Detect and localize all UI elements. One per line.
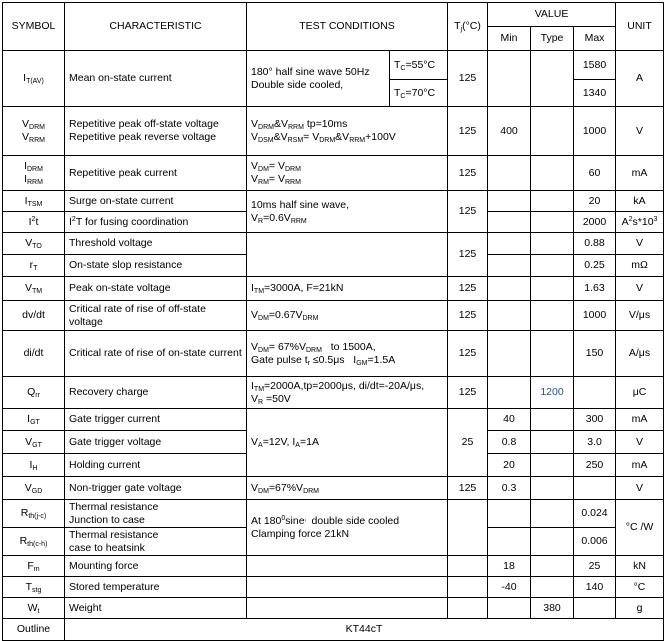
symbol-ih: $I_H$ [3,454,65,477]
table-row [3,233,664,255]
table-row [3,500,664,528]
char-vtm: Peak on-state voltage [65,277,247,301]
symbol-dvdt: dv/dt [3,301,65,331]
unit-vgt: V [616,431,664,454]
table-row [3,51,664,80]
cond-dvdt: $V_{DM}=0.67V_{DRM}$ [247,301,448,331]
min-vdrm: 400 [488,107,531,156]
symbol-itsm: $I_{TSM}$ [3,191,65,212]
unit-dvdt: V/μs [616,301,664,331]
cond-itav: 180° half sine wave 50Hz Double side cooled, [247,51,390,107]
max-ih: 250 [574,454,616,477]
unit-tstg: °C [616,577,664,598]
unit-fm: kN [616,556,664,577]
max-igt: 300 [574,409,616,431]
symbol-idrm: $I_{DRM}$ $I_{RRM}$ [3,156,65,191]
symbol-vgt: $V_{GT}$ [3,431,65,454]
tj-itav: 125 [448,51,488,107]
symbol-itav: $I_{T(AV)}$ [3,51,65,107]
header-max: Max [574,27,616,51]
symbol-i2t: $I^2t$ [3,212,65,233]
symbol-didt: di/dt [3,331,65,377]
cond-vtm: $I_{TM}=3000A$, F=21kN [247,277,448,301]
symbol-igt: $I_{GT}$ [3,409,65,431]
unit-itsm: kA [616,191,664,212]
outline-value: KT44cT [65,619,664,641]
table-row [3,377,664,409]
char-ih: Holding current [65,454,247,477]
max-dvdt: 1000 [574,301,616,331]
max-vto: 0.88 [574,233,616,255]
cond-gate: $V_A=12V$, $I_A=1A$ [247,409,448,477]
unit-wt: g [616,598,664,619]
table-row [3,556,664,577]
header-unit: UNIT [616,3,664,51]
unit-vto: V [616,233,664,255]
max-vtm: 1.63 [574,277,616,301]
unit-vgd: V [616,477,664,500]
symbol-vdrm: $V_{DRM}$ $V_{RRM}$ [3,107,65,156]
max-vgt: 3.0 [574,431,616,454]
cond-didt: $V_{DM}= 67\%V_{DRM}$ to 1500A, Gate pulse $t_r \le 0.5\mu s$ $I_{GM}=1.5A$ [247,331,448,377]
spec-table [2,2,664,641]
symbol-fm: $F_m$ [3,556,65,577]
tj-vgd: 125 [448,477,488,500]
symbol-wt: $W_t$ [3,598,65,619]
symbol-vto: $V_{TO}$ [3,233,65,255]
max-fm: 25 [574,556,616,577]
outline-label: Outline [3,619,65,641]
min-vgd: 0.3 [488,477,531,500]
char-itav: Mean on-state current [65,51,247,107]
max-i2t: 2000 [574,212,616,233]
unit-vtm: V [616,277,664,301]
tj-vto-rt: 125 [448,233,488,277]
symbol-rthch: $R_{th(c-h)}$ [3,528,65,556]
min-ih: 20 [488,454,531,477]
header-min: Min [488,27,531,51]
table-row [3,277,664,301]
char-vdrm: Repetitive peak off-state voltage Repetitive peak reverse voltage [65,107,247,156]
char-qrr: Recovery charge [65,377,247,409]
tj-gate: 25 [448,409,488,477]
header-symbol: SYMBOL [3,3,65,51]
char-igt: Gate trigger current [65,409,247,431]
symbol-rt: $r_T$ [3,255,65,277]
table-row [3,301,664,331]
unit-rth: °C /W [616,500,664,556]
table-row [3,477,664,500]
cond-itav-tc2: $T_C=70^\circ C$ [390,80,448,107]
unit-itav: A [616,51,664,107]
symbol-vtm: $V_{TM}$ [3,277,65,301]
unit-didt: A/μs [616,331,664,377]
tj-dvdt: 125 [448,301,488,331]
unit-ih: mA [616,454,664,477]
char-didt: Critical rate of rise of on-state current [65,331,247,377]
table-row [3,156,664,191]
char-itsm: Surge on-state current [65,191,247,212]
symbol-qrr: $Q_{rr}$ [3,377,65,409]
char-idrm: Repetitive peak current [65,156,247,191]
header-characteristic: CHARACTERISTIC [65,3,247,51]
max-rthch: 0.006 [574,528,616,556]
cond-thermal: At $180^0\sin e^,double$ side cooled Clamping force 21kN [247,500,448,556]
table-row [3,598,664,619]
symbol-rthjc: $R_{th(j-c)}$ [3,500,65,528]
char-tstg: Stored temperature [65,577,247,598]
cond-itav-tc1: $T_C=55^\circ C$ [390,51,448,80]
table-row [3,619,664,641]
tj-qrr: 125 [448,377,488,409]
min-fm: 18 [488,556,531,577]
unit-idrm: mA [616,156,664,191]
table-row [3,577,664,598]
max-itav-1: 1580 [574,51,616,80]
tj-surge: 125 [448,191,488,233]
unit-rt: mΩ [616,255,664,277]
max-rt: 0.25 [574,255,616,277]
char-dvdt: Critical rate of rise of off-state voltage [65,301,247,331]
header-test-conditions: TEST CONDITIONS [247,3,448,51]
cond-qrr: $I_{TM}=2000A,tp=2000\mu s$, di/dt=-20A/μs, $V_R =50V$ [247,377,448,409]
unit-igt: mA [616,409,664,431]
tj-vtm: 125 [448,277,488,301]
table-row [3,331,664,377]
unit-vdrm: V [616,107,664,156]
tj-vdrm: 125 [448,107,488,156]
cond-vgd: $V_{DM}=67\%V_{DRM}$ [247,477,448,500]
char-rt: On-state slop resistance [65,255,247,277]
unit-i2t: $A^2s*10^3$ [616,212,664,233]
header-typ: Type [531,27,574,51]
symbol-tstg: $T_{stg}$ [3,577,65,598]
char-fm: Mounting force [65,556,247,577]
char-vgt: Gate trigger voltage [65,431,247,454]
tj-didt: 125 [448,331,488,377]
table-row [3,191,664,212]
max-itav-2: 1340 [574,80,616,107]
header-tj: $T_j(^\circ C)$ [448,3,488,51]
tj-idrm: 125 [448,156,488,191]
cond-surge: 10ms half sine wave, $V_R=0.6V_{RRM}$ [247,191,448,233]
char-wt: Weight [65,598,247,619]
char-rthjc: Thermal resistance Junction to case [65,500,247,528]
min-vgt: 0.8 [488,431,531,454]
symbol-vgd: $V_{GD}$ [3,477,65,500]
typ-wt: 380 [531,598,574,619]
max-tstg: 140 [574,577,616,598]
cond-idrm: $V_{DM}= V_{DRM}$ $V_{RM}= V_{RRM}$ [247,156,448,191]
max-itsm: 20 [574,191,616,212]
char-vgd: Non-trigger gate voltage [65,477,247,500]
cond-vdrm: $V_{DRM}\&V_{RRM}$ tp=10ms $V_{DSM}\&V_{RSM}=$ $V_{DRM}\&V_{RRM}+100V$ [247,107,448,156]
char-vto: Threshold voltage [65,233,247,255]
char-rthch: Thermal resistance case to heatsink [65,528,247,556]
max-vdrm: 1000 [574,107,616,156]
max-didt: 150 [574,331,616,377]
char-i2t: $I^2T$ for fusing coordination [65,212,247,233]
unit-qrr: μC [616,377,664,409]
header-value: VALUE [488,3,616,27]
max-idrm: 60 [574,156,616,191]
max-rthjc: 0.024 [574,500,616,528]
table-row [3,409,664,431]
min-igt: 40 [488,409,531,431]
typ-qrr: 1200 [531,377,574,409]
table-row [3,107,664,156]
min-tstg: -40 [488,577,531,598]
